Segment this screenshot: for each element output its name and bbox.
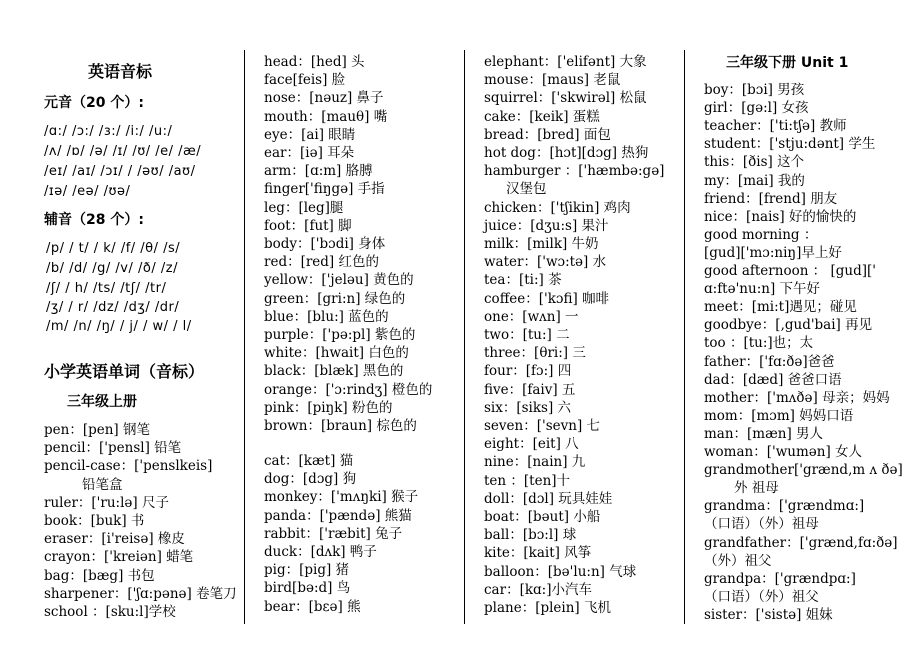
word-entry: pig：[pig] 猪 [264, 562, 350, 579]
word-entry: face[feis] 脸 [264, 72, 346, 89]
word-entry: cat：[kæt] 猫 [264, 453, 354, 469]
word-entry: dog：[dɔg] 狗 [264, 471, 357, 488]
word-entry: six：[siks] 六 [484, 399, 572, 416]
word-entry: father：['fɑ:ðə]爸爸 [704, 353, 835, 370]
word-entry: three：[θri:] 三 [484, 345, 586, 362]
word-entry: two：[tu:] 二 [484, 327, 570, 343]
word-entry: chicken：['tʃikin] 鸡肉 [484, 199, 631, 216]
word-entry: 汉堡包 [506, 181, 547, 198]
word-entry: foot：[fut] 脚 [264, 217, 352, 234]
word-entry: balloon：[bə'lu:n] 气球 [484, 563, 637, 580]
word-entry: goodbye：[,gud'bai] 再见 [704, 317, 873, 334]
word-entry: man：[mæn] 男人 [704, 425, 824, 442]
word-entry: leg：[leg]腿 [264, 199, 344, 216]
word-entry: rabbit：['ræbit] 兔子 [264, 525, 403, 542]
word-entry: arm：[ɑ:m] 胳膊 [264, 163, 373, 180]
word-entry: pink：[piŋk] 粉色的 [264, 399, 393, 416]
word-entry: orange：['ɔ:rindʒ] 橙色的 [264, 381, 433, 398]
word-entry: doll：[dɔl] 玩具娃娃 [484, 490, 613, 507]
consonant-row: /p/ / t/ / k/ /f/ /θ/ /s/ [46, 241, 181, 256]
word-entry: head：[hed] 头 [264, 54, 365, 70]
word-entry: student：['stju:dənt] 学生 [704, 136, 876, 153]
word-entry: panda：['pændə] 熊猫 [264, 507, 412, 524]
word-entry: yellow：['jeləu] 黄色的 [264, 272, 414, 289]
word-entry: hamburger ：['hæmbə:gə] [484, 163, 665, 180]
word-entry: tea：[ti:] 茶 [484, 272, 562, 289]
word-entry: water：['wɔ:tə] 水 [484, 254, 607, 271]
word-entry: milk：[milk] 牛奶 [484, 236, 599, 252]
word-entry: my：[mai] 我的 [704, 172, 805, 189]
word-entry: kite：[kait] 风筝 [484, 545, 592, 562]
word-entry: this：[ðis] 这个 [704, 154, 805, 171]
vowel-row: /ɑ:/ /ɔ:/ /ɜ:/ /i:/ /u:/ [44, 124, 173, 139]
word-entry: four：[fɔ:] 四 [484, 363, 572, 380]
word-entry: school ：[sku:l]学校 [44, 604, 176, 620]
word-entry: seven：['sevn] 七 [484, 418, 601, 434]
word-entry: crayon：['kreiən] 蜡笔 [44, 549, 194, 566]
word-entry: [gud]['mɔ:niŋ]早上好 [704, 244, 842, 261]
word-entry: pen：[pen] 钢笔 [44, 422, 150, 438]
word-entry: duck：[dʌk] 鸭子 [264, 544, 377, 560]
word-entry: eraser：[i'reisə] 橡皮 [44, 531, 185, 548]
vowel-row: /ʌ/ /ɒ/ /ə/ /ɪ/ /ʊ/ /e/ /æ/ [44, 144, 202, 159]
word-entry: teacher：['ti:tʃə] 教师 [704, 118, 847, 135]
word-entry: purple：['pə:pl] 紫色的 [264, 327, 416, 343]
word-entry: body：['bɔdi] 身体 [264, 236, 386, 252]
word-entry: nose：[nəuz] 鼻子 [264, 90, 384, 107]
word-entry: too ：[tu:]也；太 [704, 335, 814, 352]
vowels-heading: 元音（20 个）: [44, 95, 144, 111]
word-entry: green：[gri:n] 绿色的 [264, 290, 406, 307]
word-entry: hot dog：[hɔt][dɔg] 热狗 [484, 145, 649, 161]
column-3 [464, 0, 684, 652]
word-entry: eye：[ai] 眼睛 [264, 126, 356, 143]
word-entry: bird[bə:d] 鸟 [264, 580, 351, 597]
word-entry: mom：[mɔm] 妈妈口语 [704, 407, 854, 424]
word-entry: mouth：[mauθ] 嘴 [264, 108, 388, 125]
word-entry: plane：[plein] 飞机 [484, 600, 611, 616]
word-entry: meet：[mi:t]遇见；碰见 [704, 299, 857, 316]
consonant-row: /ʒ/ / r/ /dz/ /dʒ/ /dr/ [46, 300, 180, 315]
word-entry: boat：[bəut] 小船 [484, 509, 601, 525]
word-entry: nine：[nain] 九 [484, 454, 586, 471]
word-entry: one：[wʌn] 一 [484, 308, 579, 325]
word-entry: good afternoon ： [gud][' [704, 263, 876, 279]
word-entry: pencil：['pensl] 铅笔 [44, 440, 182, 457]
word-entry: grandma：['grændmɑ:] [704, 498, 865, 515]
word-entry: woman：['wumən] 女人 [704, 444, 862, 460]
consonant-row: /m/ /n/ /ŋ/ / j/ / w/ / l/ [46, 319, 192, 334]
word-entry: eight：[eit] 八 [484, 436, 579, 453]
word-entry: sharpener：['ʃɑ:pənə] 卷笔刀 [44, 585, 237, 602]
grade-heading: 三年级上册 [67, 394, 137, 410]
word-entry: bag：[bæg] 书包 [44, 567, 155, 584]
word-entry: dad：[dæd] 爸爸口语 [704, 371, 842, 388]
word-entry: juice：[dʒu:s] 果汁 [484, 217, 609, 234]
vowel-row: /eɪ/ /aɪ/ /ɔɪ/ / /əʊ/ /aʊ/ [44, 164, 196, 179]
word-entry: bread：[bred] 面包 [484, 126, 611, 143]
word-entry: car：[kɑ:]小汽车 [484, 581, 592, 598]
word-entry: five：[faiv] 五 [484, 381, 576, 398]
word-entry: sister：['sistə] 姐妹 [704, 606, 833, 623]
word-entry: ball：[bɔ:l] 球 [484, 527, 577, 544]
vowel-row: /ɪə/ /eə/ /ʊə/ [44, 184, 131, 199]
word-entry: 铅笔盒 [82, 476, 123, 493]
word-entry: mouse：[maus] 老鼠 [484, 72, 621, 89]
word-entry: coffee：['kɔfi] 咖啡 [484, 290, 610, 307]
word-entry: cake：[keik] 蛋糕 [484, 108, 600, 125]
word-entry: white：[hwait] 白色的 [264, 345, 409, 362]
consonant-row: /b/ /d/ /g/ /v/ /ð/ /z/ [46, 261, 178, 276]
word-entry: squirrel：['skwirəl] 松鼠 [484, 90, 647, 107]
word-entry: pencil-case：['penslkeis] [44, 458, 213, 475]
phonetics-title: 英语音标 [88, 62, 153, 81]
word-entry: brown：[braun] 棕色的 [264, 418, 417, 434]
word-entry: nice：[nais] 好的愉快的 [704, 208, 857, 225]
word-entry: bear：[bεə] 熊 [264, 598, 361, 615]
consonant-row: /ʃ/ / h/ /ts/ /tʃ/ /tr/ [46, 281, 167, 296]
word-entry: ɑ:ftə'nu:n] 下午好 [704, 281, 821, 298]
word-entry: black：[blæk] 黑色的 [264, 363, 404, 380]
word-entry: （外）祖父 [704, 552, 772, 569]
word-entry: book：[buk] 书 [44, 513, 145, 529]
word-entry: boy：[bɔi] 男孩 [704, 82, 805, 98]
word-entry: grandmother['grænd,m ʌ ðə] [704, 462, 903, 479]
word-entry: good morning ： [704, 226, 818, 243]
column-1 [0, 0, 244, 652]
word-entry: blue：[blu:] 蓝色的 [264, 308, 389, 325]
word-entry: 外 祖母 [734, 480, 779, 497]
unit-heading: 三年级下册 Unit 1 [726, 55, 849, 71]
words-title: 小学英语单词（音标） [44, 362, 205, 381]
consonants-heading: 辅音（28 个）: [44, 212, 144, 228]
word-entry: ten ：[ten]十 [484, 472, 571, 489]
word-entry: elephant：['elifənt] 大象 [484, 54, 647, 70]
column-2 [244, 0, 464, 652]
word-entry: grandpa：['grændpɑ:] [704, 570, 856, 587]
word-entry: monkey：['mʌŋki] 猴子 [264, 489, 419, 506]
column-4 [684, 0, 920, 652]
word-entry: finger['fiŋgə] 手指 [264, 181, 385, 198]
word-entry: girl：[gə:l] 女孩 [704, 100, 809, 117]
word-entry: ear：[iə] 耳朵 [264, 145, 355, 161]
word-entry: ruler：['ru:lə] 尺子 [44, 494, 169, 511]
word-entry: mother：['mʌðə] 母亲；妈妈 [704, 389, 890, 406]
word-entry: （口语）（外）祖母 [704, 516, 819, 533]
word-entry: friend：[frend] 朋友 [704, 190, 838, 207]
word-entry: red：[red] 红色的 [264, 254, 379, 271]
word-entry: （口语）（外）祖父 [704, 588, 819, 605]
word-entry: grandfather：['grænd,fɑ:ðə] [704, 534, 898, 551]
